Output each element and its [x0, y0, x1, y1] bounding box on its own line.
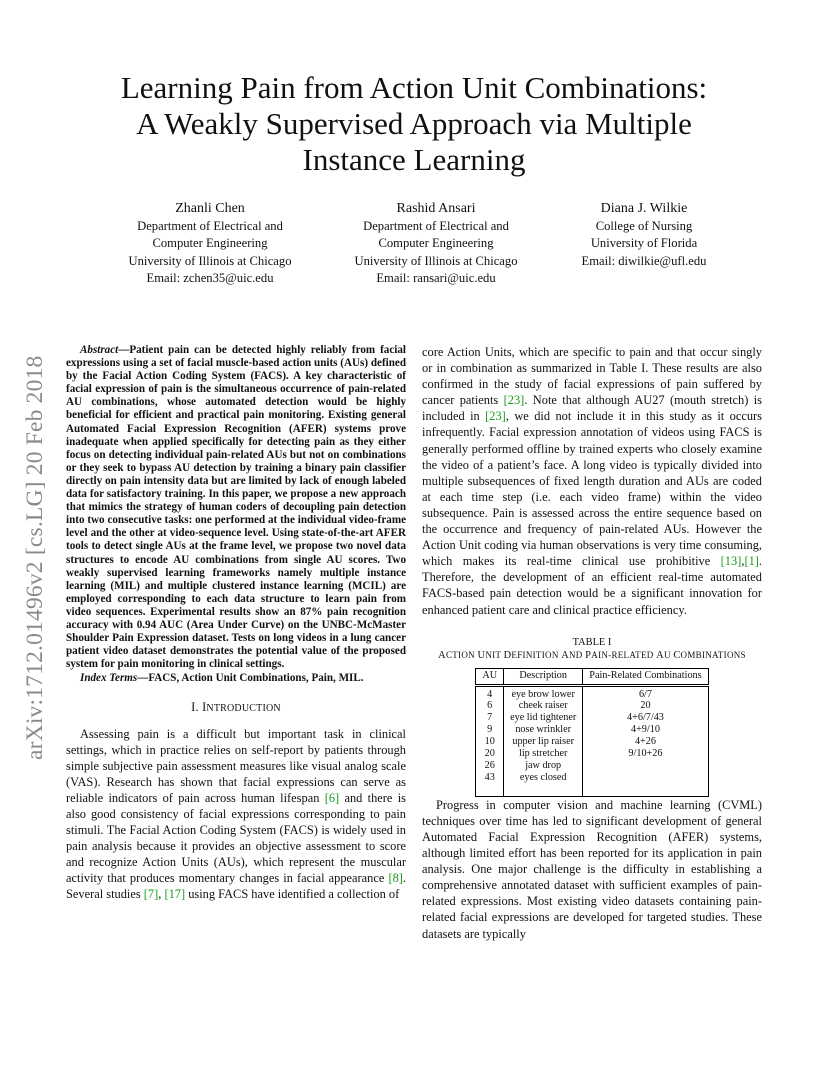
text-run: core Action Units, which are specific to pain and that occur singly or in combination as summarized in Table I. These results are also confirmed in the study of facial expressions of pain suffered by cancer patients [422, 345, 762, 408]
description-cell: nose wrinkler [504, 724, 583, 736]
au-table [475, 668, 708, 797]
table-row [476, 724, 708, 736]
combination-cell: 4+26 [583, 736, 708, 748]
author-wilkie [562, 200, 726, 270]
table-header-cell: AU [476, 668, 504, 685]
table-row [476, 700, 708, 712]
citation-link[interactable]: [17] [164, 887, 186, 902]
combination-cell [583, 760, 708, 772]
text-run: . Several studies [66, 871, 406, 902]
table-header-cell: Description [504, 668, 583, 685]
text-run: . Therefore, the development of an efficient real-time automated FACS-based pain detection would be a significant innovation for enhanced patient care and clinical practice efficiency. [422, 554, 762, 617]
au-cell: 6 [476, 700, 504, 712]
paper-title [60, 70, 768, 178]
table-row [476, 748, 708, 760]
section-numeral: I. [191, 700, 203, 715]
section-title-rest: NTRODUCTION [206, 703, 281, 715]
combination-cell: 4+6/7/43 [583, 712, 708, 724]
author-affiliation: University of Illinois at Chicago [354, 253, 518, 268]
combination-cell: 6/7 [583, 685, 708, 700]
title-line: Learning Pain from Action Unit Combinations: [120, 70, 708, 105]
au-cell: 26 [476, 760, 504, 772]
index-terms [66, 672, 406, 685]
text-run: using FACS have identified a collection of [185, 887, 400, 902]
index-terms-lead: Index Terms [80, 672, 138, 685]
table-number: TABLE I [572, 636, 612, 648]
author-affiliation: University of Illinois at Chicago [128, 253, 292, 268]
au-cell: 10 [476, 736, 504, 748]
citation-link[interactable]: [1] [744, 554, 759, 569]
text-run: , [158, 887, 165, 902]
description-cell: upper lip raiser [504, 736, 583, 748]
arxiv-identifier: arXiv:1712.01496v2 [cs.LG] 20 Feb 2018 [22, 355, 48, 760]
au-cell: 43 [476, 772, 504, 796]
description-cell: cheek raiser [504, 700, 583, 712]
body-paragraph: Progress in computer vision and machine learning (CVML) techniques over time has led to significant development of general Automated Facial Expression Recognition (AFER) systems, although limited effort has been reported for its application in pain analysis. One major challenge is the difficulty in establishing a comprehensive annotated dataset with sufficient examples of pain-related expressions. Most existing video datasets containing pain-related facial expressions are developed for targeted studies. These datasets are typically [422, 797, 762, 941]
text-run: , we did not include it in this study as it occurs infrequently. Facial expression annotation of videos using FACS is generally performed offline by trained experts who closely examine the video of a patient’s face. A long video is typically divided into multiple subsequences of fixed length duration and AUs are coded at each time step (i.e. each video frame) within the video subsequence. Pain is assessed across the entire sequence based on the occurrence and frequency of pain-related AUs. However the Action Unit coding via human observations is very time consuming, which makes its real-time clinical use prohibitive [422, 409, 762, 569]
table-row [476, 712, 708, 724]
section-heading-introduction [66, 699, 406, 717]
table-row [476, 760, 708, 772]
author-affiliation: University of Florida [590, 236, 698, 251]
author-chen [110, 200, 310, 287]
title-line: A Weakly Supervised Approach via Multiple [136, 106, 692, 141]
abstract-lead: Abstract [80, 344, 119, 356]
table-row [476, 772, 708, 796]
citation-link[interactable]: [23] [503, 393, 525, 408]
author-email[interactable]: Email: diwilkie@ufl.edu [581, 253, 707, 268]
au-cell: 7 [476, 712, 504, 724]
combination-cell: 9/10+26 [583, 748, 708, 760]
abstract-text: —Patient pain can be detected highly reliably from facial expressions using a set of facial muscle-based action units (AUs) defined by the Facial Action Coding System (FACS). A key characteristic of facial expression of pain is the simultaneous occurrence of pain-related AU combinations, whose automated detection would be highly beneficial for efficient and practical pain monitoring. Existing general Automated Facial Expression Recognition (AFER) systems prove inadequate when applied specifically for detecting pain as they either focus on detecting individual pain-related AUs but not on combinations or they seek to bypass AU detection by training a binary pain classifier directly on pain intensity data but are limited by lack of enough labeled data for satisfactory training. In this paper, we propose a new approach that mimics the strategy of human coders of decoupling pain detection into two consecutive tasks: one performed at the individual video-frame level and the other at video-sequence level. Using state-of-the-art AFER tools to detect single AUs at the frame level, we propose two novel data structures to encode AU combinations from single AU scores. Two weakly supervised learning frameworks namely multiple instance learning (MIL) and multiple clustered instance learning (MCIL) are employed corresponding to each data structure to learn pain from video sequences. Experimental results show an 87% pain recognition accuracy with 0.94 AUC (Area Under Curve) on the UNBC-McMaster Shoulder Pain Expression dataset. Tests on long videos in a lung cancer patient video dataset demonstrates the potential value of the proposed system for pain monitoring in clinical settings. [66, 344, 406, 671]
table-title: ACTION UNIT DEFINITION AND PAIN-RELATED AU COMBINATIONS [438, 649, 746, 661]
table-header-cell: Pain-Related Combinations [583, 668, 708, 685]
index-terms-text: —FACS, Action Unit Combinations, Pain, MIL. [137, 672, 364, 685]
table-row [476, 685, 708, 700]
description-cell: eyes closed [504, 772, 583, 796]
description-cell: eye lid tightener [504, 712, 583, 724]
author-affiliation: Department of Electrical and [363, 219, 509, 233]
citation-link[interactable]: [7] [143, 887, 159, 902]
title-line: Instance Learning [302, 142, 526, 177]
author-email[interactable]: Email: zchen35@uic.edu [146, 270, 274, 285]
citation-link[interactable]: [13] [720, 554, 742, 569]
section-initial: I [202, 700, 207, 715]
author-affiliation: Computer Engineering [152, 236, 268, 251]
author-name: Zhanli Chen [175, 201, 245, 216]
abstract [66, 344, 406, 671]
text-run: and there is also good consistency of facial expressions corresponding to pain stimuli. The Facial Action Coding System (FACS) is widely used in pain analysis because it provides an objective assessment to score and recognize Action Units (AUs), which represent the muscular activity that produces momentary changes in facial appearance [66, 790, 406, 886]
au-cell: 20 [476, 748, 504, 760]
table-row [476, 736, 708, 748]
table-caption [422, 636, 762, 662]
combination-cell: 20 [583, 700, 708, 712]
author-email[interactable]: Email: ransari@uic.edu [376, 270, 496, 285]
body-paragraph [422, 344, 762, 618]
description-cell: eye brow lower [504, 685, 583, 700]
author-affiliation: College of Nursing [595, 219, 693, 233]
text-run: , [741, 554, 745, 569]
right-column [422, 344, 762, 942]
citation-link[interactable]: [8] [388, 871, 403, 886]
intro-paragraph [66, 726, 406, 903]
author-name: Rashid Ansari [396, 201, 476, 216]
text-run: . Note that although AU27 (mouth stretch) is included in [422, 393, 762, 424]
author-name: Diana J. Wilkie [600, 201, 688, 216]
author-ansari [336, 200, 536, 287]
citation-link[interactable]: [23] [485, 409, 506, 424]
combination-cell: 4+9/10 [583, 724, 708, 736]
description-cell: lip stretcher [504, 748, 583, 760]
combination-cell [583, 772, 708, 796]
table-header-row [476, 668, 708, 685]
text-run: Assessing pain is a difficult but important task in clinical settings, which in practice relies on self-report by patients through simple subjective pain assessment measures like visual analog scale (VAS). Research has shown that facial expressions can serve as reliable indicators of pain across human lifespan [66, 726, 406, 805]
citation-link[interactable]: [6] [324, 790, 340, 805]
description-cell: jaw drop [504, 760, 583, 772]
left-column [66, 344, 406, 903]
author-affiliation: Department of Electrical and [137, 219, 283, 233]
au-cell: 4 [476, 685, 504, 700]
au-cell: 9 [476, 724, 504, 736]
author-affiliation: Computer Engineering [378, 236, 494, 251]
